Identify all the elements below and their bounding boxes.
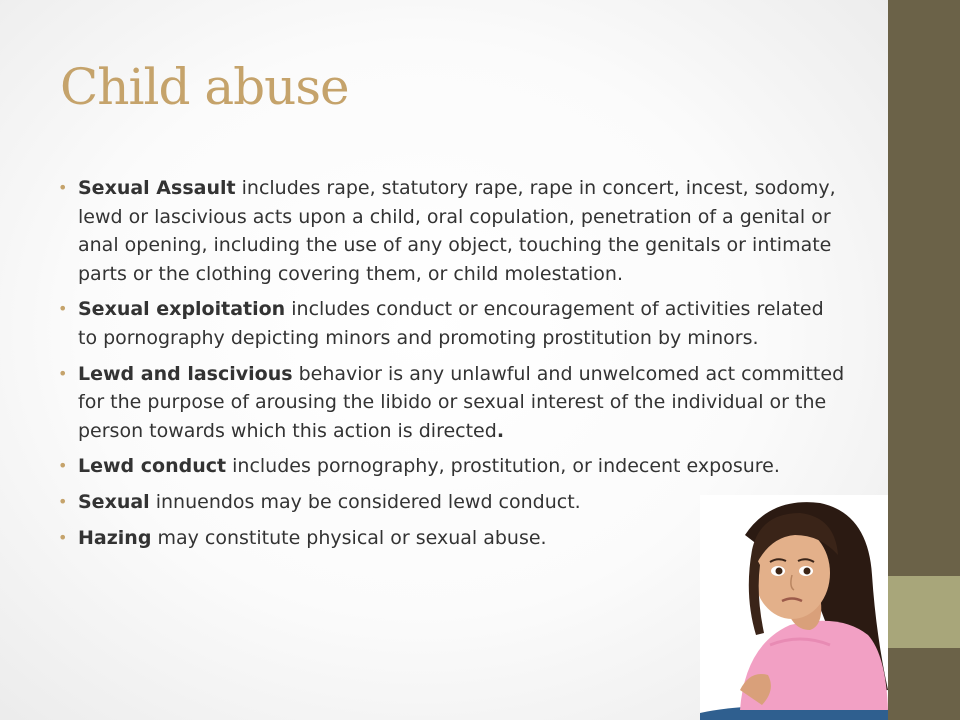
bullet-dot-icon: • bbox=[58, 178, 68, 197]
bullet-term: Sexual exploitation bbox=[78, 298, 286, 321]
bullet-term: Lewd conduct bbox=[78, 455, 227, 478]
bullet-text: innuendos may be considered lewd conduct. bbox=[149, 490, 581, 513]
bullet-item bbox=[58, 174, 848, 288]
bullet-text: includes conduct or encouragement of activities related to pornography depicting minors and promoting prostitution by minors. bbox=[78, 298, 824, 349]
bullet-item bbox=[58, 452, 848, 481]
bullet-text: behavior is any unlawful and unwelcomed act committed for the purpose of arousing the libido or sexual interest of the individual or the person towards which this action is directed bbox=[78, 362, 845, 442]
bullet-text: may constitute physical or sexual abuse. bbox=[151, 526, 547, 549]
bullet-term: Hazing bbox=[78, 526, 152, 549]
bullet-item bbox=[58, 360, 848, 446]
girl-illustration-icon bbox=[700, 495, 888, 720]
bullet-dot-icon: • bbox=[58, 456, 68, 476]
bullet-item bbox=[58, 295, 848, 352]
bullet-dot-icon: • bbox=[58, 363, 68, 383]
worried-girl-photo bbox=[700, 495, 888, 720]
bullet-term: Sexual Assault bbox=[78, 177, 236, 199]
side-accent-block bbox=[888, 576, 960, 648]
bullet-text: includes pornography, prostitution, or indecent exposure. bbox=[226, 455, 780, 478]
bullet-term: Lewd and lascivious bbox=[78, 362, 293, 385]
bullet-dot-icon: • bbox=[58, 491, 68, 511]
bullet-text: includes rape, statutory rape, rape in concert, incest, sodomy, lewd or lascivious acts upon a child, oral copulation, penetration of a genital or anal opening, including the use of any object, touching the genitals or intimate parts or the clothing covering them, or child molestation. bbox=[78, 177, 836, 285]
bullet-tail: . bbox=[496, 419, 505, 442]
bullet-term: Sexual bbox=[78, 490, 150, 513]
slide-title: Child abuse bbox=[60, 58, 349, 116]
bullet-dot-icon: • bbox=[58, 299, 68, 319]
bullet-dot-icon: • bbox=[58, 527, 68, 547]
